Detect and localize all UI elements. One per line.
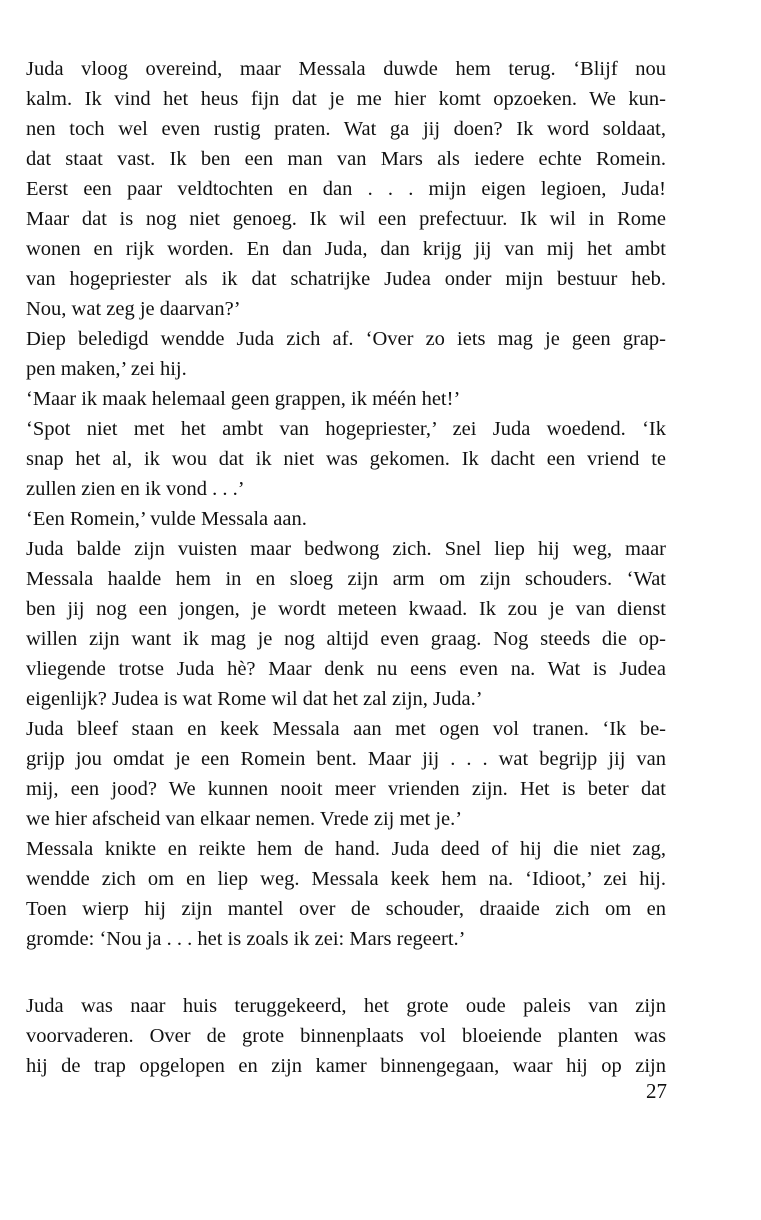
paragraph-1 xyxy=(26,54,666,954)
text-line: Juda was naar huis teruggekeerd, het grote oude paleis van zijn xyxy=(26,995,666,1017)
text-line: zullen zien en ik vond . . .’ xyxy=(26,478,245,500)
text-line: vliegende trotse Juda hè? Maar denk nu eens even na. Wat is Judea xyxy=(26,658,666,680)
text-line: Messala knikte en reikte hem de hand. Juda deed of hij die niet zag, xyxy=(26,838,666,860)
text-line: nen toch wel even rustig praten. Wat ga jij doen? Ik word soldaat, xyxy=(26,118,666,140)
text-line: Nou, wat zeg je daarvan?’ xyxy=(26,298,241,320)
paragraph-2 xyxy=(26,991,666,1081)
text-line: pen maken,’ zei hij. xyxy=(26,358,187,380)
page-number: 27 xyxy=(646,1079,667,1103)
text-line: ‘Een Romein,’ vulde Messala aan. xyxy=(26,508,307,530)
text-line: we hier afscheid van elkaar nemen. Vrede zij met je.’ xyxy=(26,808,463,830)
text-line: mij, een jood? We kunnen nooit meer vrienden zijn. Het is beter dat xyxy=(26,778,666,800)
text-line: Toen wierp hij zijn mantel over de schouder, draaide zich om en xyxy=(26,898,666,920)
text-line: kalm. Ik vind het heus fijn dat je me hier komt opzoeken. We kun- xyxy=(26,88,666,110)
text-line: Diep beledigd wendde Juda zich af. ‘Over zo iets mag je geen grap- xyxy=(26,328,666,350)
text-line: willen zijn want ik mag je nog altijd even graag. Nog steeds die op- xyxy=(26,628,666,650)
text-line: Juda bleef staan en keek Messala aan met ogen vol tranen. ‘Ik be- xyxy=(26,718,666,740)
text-line: ben jij nog een jongen, je wordt meteen kwaad. Ik zou je van dienst xyxy=(26,598,666,620)
text-line: hij de trap opgelopen en zijn kamer binnengegaan, waar hij op zijn xyxy=(26,1055,666,1077)
text-line: eigenlijk? Judea is wat Rome wil dat het zal zijn, Juda.’ xyxy=(26,688,483,710)
text-line: grijp jou omdat je een Romein bent. Maar jij . . . wat begrijp jij van xyxy=(26,748,666,770)
paragraph-gap xyxy=(26,954,666,991)
text-line: van hogepriester als ik dat schatrijke Judea onder mijn bestuur heb. xyxy=(26,268,666,290)
text-line: wendde zich om en liep weg. Messala keek hem na. ‘Idioot,’ zei hij. xyxy=(26,868,666,890)
text-line: ‘Maar ik maak helemaal geen grappen, ik méén het!’ xyxy=(26,388,461,410)
text-line: Eerst een paar veldtochten en dan . . . mijn eigen legioen, Juda! xyxy=(26,178,666,200)
text-line: wonen en rijk worden. En dan Juda, dan krijg jij van mij het ambt xyxy=(26,238,666,260)
body-text xyxy=(26,54,666,1081)
text-line: snap het al, ik wou dat ik niet was gekomen. Ik dacht een vriend te xyxy=(26,448,666,470)
text-line: Maar dat is nog niet genoeg. Ik wil een prefectuur. Ik wil in Rome xyxy=(26,208,666,230)
text-line: Juda balde zijn vuisten maar bedwong zich. Snel liep hij weg, maar xyxy=(26,538,666,560)
text-line: ‘Spot niet met het ambt van hogepriester,’ zei Juda woedend. ‘Ik xyxy=(26,418,666,440)
text-line: Messala haalde hem in en sloeg zijn arm om zijn schouders. ‘Wat xyxy=(26,568,666,590)
text-line: gromde: ‘Nou ja . . . het is zoals ik zei: Mars regeert.’ xyxy=(26,928,466,950)
text-line: Juda vloog overeind, maar Messala duwde hem terug. ‘Blijf nou xyxy=(26,58,666,80)
text-line: dat staat vast. Ik ben een man van Mars als iedere echte Romein. xyxy=(26,148,666,170)
text-line: voorvaderen. Over de grote binnenplaats vol bloeiende planten was xyxy=(26,1025,666,1047)
